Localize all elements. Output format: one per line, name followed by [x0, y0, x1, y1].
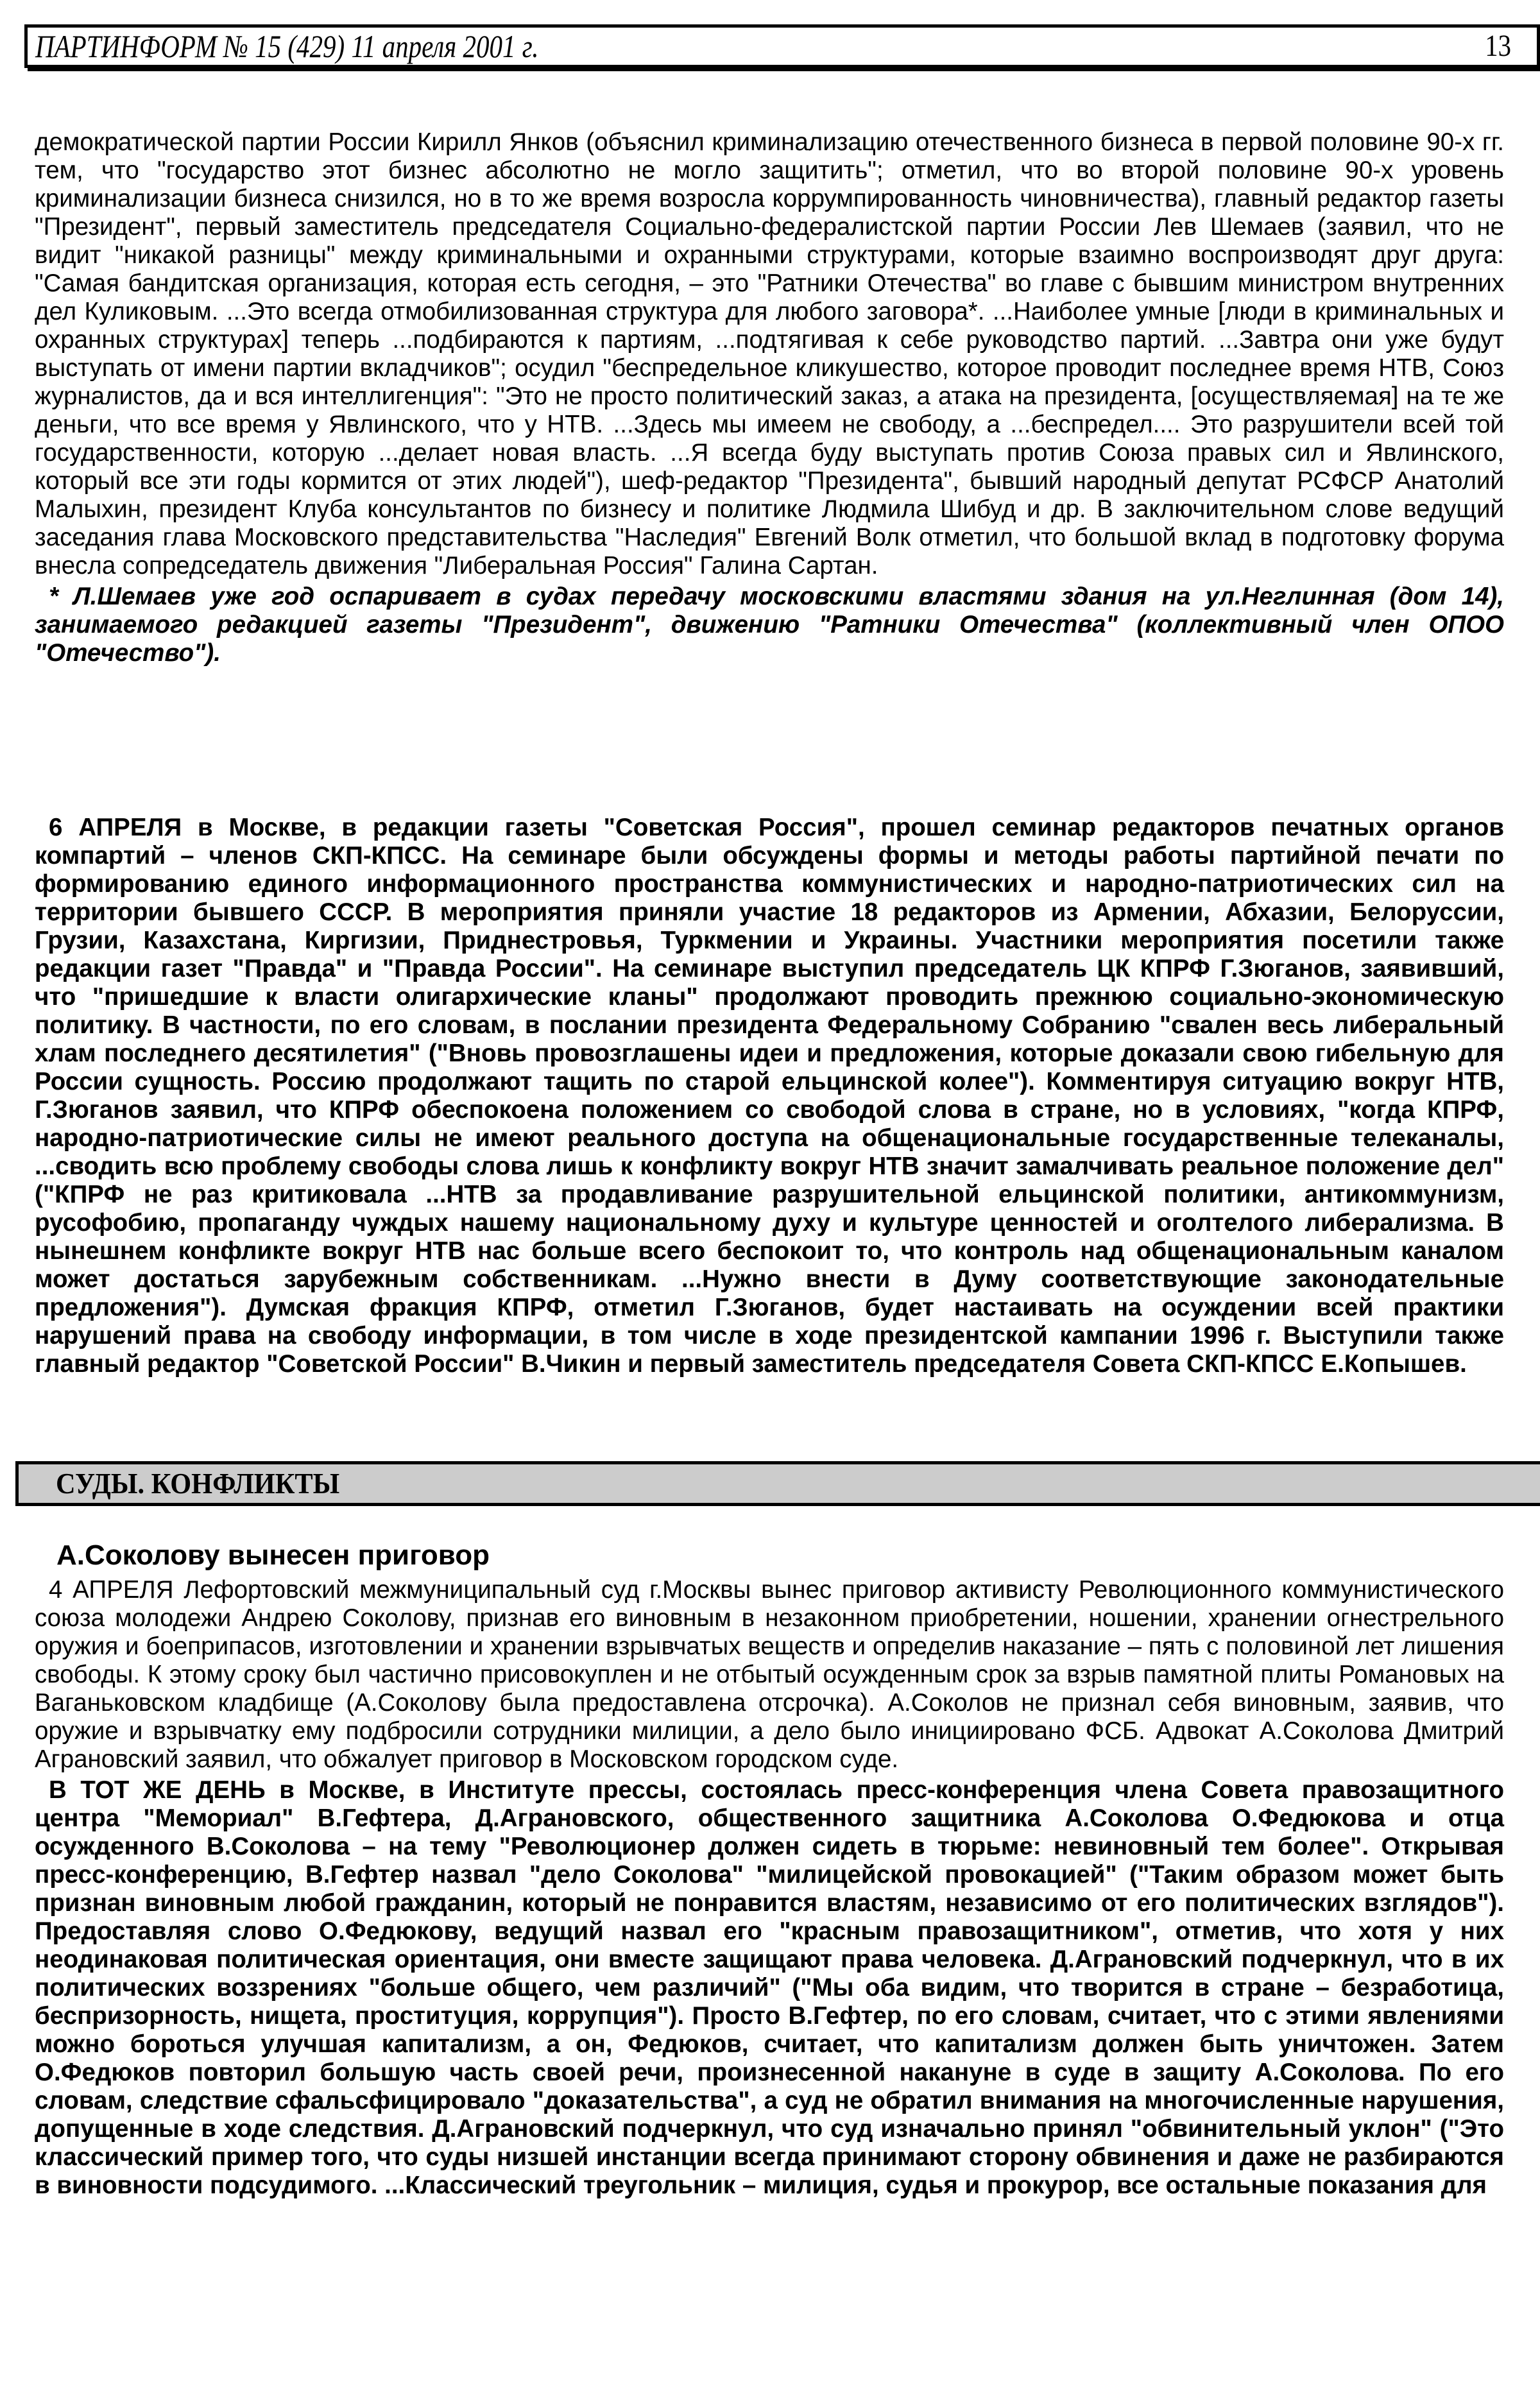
- article-headline: А.Соколову вынесен приговор: [56, 1539, 490, 1571]
- section-banner: [15, 1461, 1540, 1506]
- article-body: демократической партии России Кирилл Янков (объяснил криминализацию отечественного бизнеса в первой половине 90-х гг. тем, что "государство этот бизнес абсолютно не могло защитить"; отметил, что во второй половине 90-х уровень криминализации бизнеса снизился, но в то же время возросла коррумпированность чиновничества), главный редактор газеты "Президент", первый заместитель председателя Социально-федералистской партии России Лев Шемаев (заявил, что не видит "никакой разницы" между криминальными и охранными структурами, которые взаимно воспроизводят друг друга: "Самая бандитская организация, которая есть сегодня, – это "Ратники Отечества" во главе с бывшим министром внутренних дел Куликовым. ...Это всегда отмобилизованная структура для любого заговора*. ...Наиболее умные [люди в криминальных и охранных структурах] теперь ...подбираются к партиям, ...подтягивая к себе руководство партий. ...Завтра они уже будут выступать от имени партии вкладчиков"; осудил "беспредельное кликушество, которое проводит последнее время НТВ, Союз журналистов, да и вся интеллигенция": "Это не просто политический заказ, а атака на президента, [осуществляемая] на те же деньги, что все время у Явлинского, что у НТВ. ...Здесь мы имеем не свободу, а ...беспредел.... Это разрушители всей той государственности, которую ...делает новая власть. ...Я всегда буду выступать против Союза правых сил и Явлинского, который все эти годы кормится от этих людей"), шеф-редактор "Президента", бывший народный депутат РСФСР Анатолий Малыхин, президент Клуба консультантов по бизнесу и политике Людмила Шибуд и др. В заключительном слове ведущий заседания глава Московского представительства "Наследия" Евгений Волк отметил, что большой вклад в подготовку форума внесла сопредседатель движения "Либеральная Россия" Галина Сартан.: [35, 128, 1504, 579]
- article-lead: 4 АПРЕЛЯ Лефортовский межмуниципальный суд г.Москвы вынес приговор активисту Революционного коммунистического союза молодежи Андрею Соколову, признав его виновным в незаконном приобретении, ношении, хранении огнестрельного оружия и боеприпасов, изготовлении и хранении взрывчатых веществ и определив наказание – пять с половиной лет лишения свободы. К этому сроку был частично присовокуплен и не отбытый осужденным срок за взрыв памятной плиты Романовых на Ваганьковском кладбище (А.Соколову была предоставлена отсрочка). А.Соколов не признал себя виновным, заявив, что оружие и взрывчатку ему подбросили сотрудники милиции, а дело было инициировано ФСБ. Адвокат А.Соколова Дмитрий Аграновский заявил, что обжалует приговор в Московском городском суде.: [35, 1576, 1504, 1773]
- article-continued: [35, 128, 1504, 667]
- footnote: * Л.Шемаев уже год оспаривает в судах передачу московскими властями здания на ул.Неглинная (дом 14), занимаемого редакцией газеты "Президент", движению "Ратники Отечества" (коллективный член ОПОО "Отечество").: [35, 583, 1504, 667]
- sokolov-article: [35, 1576, 1504, 2200]
- masthead: [24, 24, 1540, 68]
- publication-title: ПАРТИНФОРМ № 15 (429) 11 апреля 2001 г.: [35, 28, 539, 64]
- page-number: 13: [1485, 29, 1511, 63]
- seminar-news-item: [35, 814, 1504, 1378]
- article-follow-up: В ТОТ ЖЕ ДЕНЬ в Москве, в Институте прессы, состоялась пресс-конференция члена Совета правозащитного центра "Мемориал" В.Гефтера, Д.Аграновского, общественного защитника А.Соколова О.Федюкова и отца осужденного В.Соколова – на тему "Революционер должен сидеть в тюрьме: невиновный тем более". Открывая пресс-конференцию, В.Гефтер назвал "дело Соколова" "милицейской провокацией" ("Таким образом может быть признан виновным любой гражданин, который не понравится властям, независимо от его политических взглядов"). Предоставляя слово О.Федюкову, ведущий назвал его "красным правозащитником", отметив, что хотя у них неодинаковая политическая ориентация, они вместе защищают права человека. Д.Аграновский подчеркнул, что в их политических воззрениях "больше общего, чем различий" ("Мы оба видим, что творится в стране – безработица, беспризорность, нищета, проституция, коррупция"). Просто В.Гефтер, по его словам, считает, что с этими явлениями можно бороться улучшая капитализм, а он, Федюков, считает, что капитализм должен быть уничтожен. Затем О.Федюков повторил большую часть своей речи, произнесенной накануне в суде в защиту А.Соколова. По его словам, следствие сфальсфицировало "доказательства", а суд не обратил внимания на многочисленные нарушения, допущенные в ходе следствия. Д.Аграновский подчеркнул, что суд изначально принял "обвинительный уклон" ("Это классический пример того, что суды низшей инстанции всегда принимают сторону обвинения и даже не разбираются в виновности подсудимого. ...Классический треугольник – милиция, судья и прокурор, все остальные показания для: [35, 1776, 1504, 2199]
- section-title: СУДЫ. КОНФЛИКТЫ: [56, 1467, 340, 1500]
- seminar-body: 6 АПРЕЛЯ в Москве, в редакции газеты "Советская Россия", прошел семинар редакторов печатных органов компартий – членов СКП-КПСС. На семинаре были обсуждены формы и методы работы партийной печати по формированию единого информационного пространства коммунистических и народно-патриотических сил на территории бывшего СССР. В мероприятия приняли участие 18 редакторов из Армении, Абхазии, Белоруссии, Грузии, Казахстана, Киргизии, Приднестровья, Туркмении и Украины. Участники мероприятия посетили также редакции газет "Правда" и "Правда России". На семинаре выступил председатель ЦК КПРФ Г.Зюганов, заявивший, что "пришедшие к власти олигархические кланы" продолжают проводить прежнюю социально-экономическую политику. В частности, по его словам, в послании президента Федеральному Собранию "свален весь либеральный хлам последнего десятилетия" ("Вновь провозглашены идеи и предложения, которые доказали свою гибельную для России сущность. Россию продолжают тащить по старой ельцинской колее"). Комментируя ситуацию вокруг НТВ, Г.Зюганов заявил, что КПРФ обеспокоена положением со свободой слова в стране, но в условиях, "когда КПРФ, народно-патриотические силы не имеют реального доступа на общенациональные государственные телеканалы, ...сводить всю проблему свободы слова лишь к конфликту вокруг НТВ значит замалчивать реальное положение дел" ("КПРФ не раз критиковала ...НТВ за продавливание разрушительной ельцинской политики, антикоммунизм, русофобию, пропаганду чуждых нашему национальному духу и культуре ценностей и оголтелого либерализма. В нынешнем конфликте вокруг НТВ нас больше всего беспокоит то, что контроль над общенациональным каналом может достаться зарубежным собственникам. ...Нужно внести в Думу соответствующие законодательные предложения"). Думская фракция КПРФ, отметил Г.Зюганов, будет настаивать на осуждении всей практики нарушений права на свободу информации, в том числе в ходе президентской кампании 1996 г. Выступили также главный редактор "Советской России" В.Чикин и первый заместитель председателя Совета СКП-КПСС Е.Копышев.: [35, 814, 1504, 1378]
